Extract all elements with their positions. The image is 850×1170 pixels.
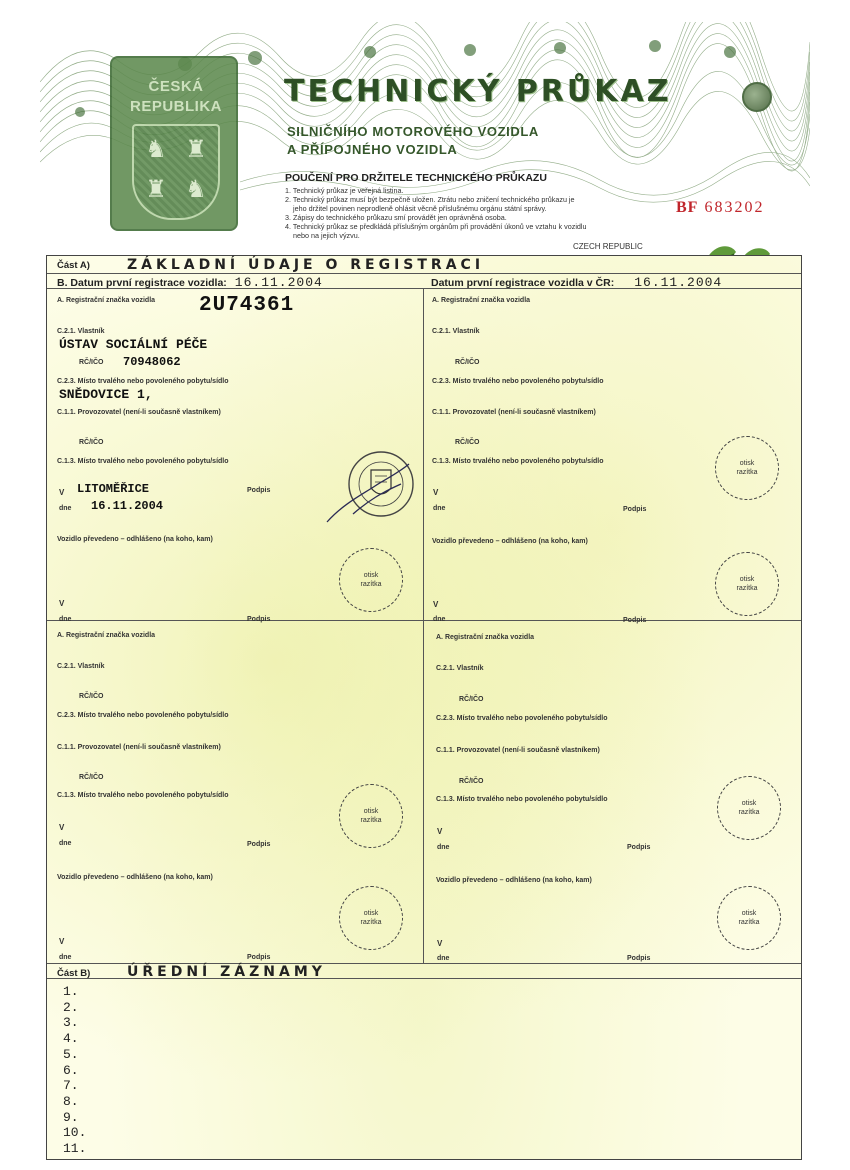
list-item: 5. (63, 1046, 79, 1062)
instruction-item: 3. Zápisy do technického průkazu smí provádět jen oprávněná osoba. (285, 213, 507, 222)
owner-residence-label: C.2.3. Místo trvalého nebo povoleného pobytu/sídlo (436, 715, 608, 722)
date-label: dne (59, 505, 72, 512)
divider (47, 288, 801, 289)
stamp-placeholder (339, 784, 403, 848)
operator-residence-label: C.1.3. Místo trvalého nebo povoleného pobytu/sídlo (432, 458, 604, 465)
owner-residence-label: C.2.3. Místo trvalého nebo povoleného pobytu/sídlo (57, 712, 229, 719)
owner-name: ÚSTAV SOCIÁLNÍ PÉČE (59, 337, 208, 352)
operator-label: C.1.1. Provozovatel (není-li současně vlastníkem) (432, 409, 596, 416)
instruction-item: nebo na jejich výzvu. (293, 231, 360, 240)
stamp-text-1: otisk (739, 460, 755, 467)
divider (47, 273, 801, 274)
first-registration-cz-label: Datum první registrace vozidla v ČR: (431, 277, 615, 289)
owner-residence-label: C.2.3. Místo trvalého nebo povoleného pobytu/sídlo (57, 378, 229, 385)
owner-rcico: 70948062 (123, 355, 181, 369)
operator-rcico-label: RČ/IČO (459, 778, 484, 785)
dne-label: dne (59, 840, 72, 847)
podpis-label: Podpis (247, 954, 271, 961)
owner-label: C.2.1. Vlastník (57, 328, 105, 335)
list-item: 4. (63, 1031, 79, 1047)
podpis-label: Podpis (247, 841, 271, 848)
plate-label: A. Registrační značka vozidla (436, 634, 535, 641)
owner-residence-label: C.2.3. Místo trvalého nebo povoleného pobytu/sídlo (432, 378, 604, 385)
instruction-item: 1. Technický průkaz je veřejná listina. (285, 186, 404, 195)
column-divider (423, 288, 424, 963)
owner-address: SNĚDOVICE 1, (59, 387, 153, 402)
owner-label: C.2.1. Vlastník (436, 665, 484, 672)
first-registration-label: B. Datum první registrace vozidla: (57, 277, 227, 289)
list-item: 2. (63, 999, 79, 1015)
v-label: V (59, 599, 65, 608)
stamp-text-1: otisk (739, 576, 755, 583)
stamp-text-2: razítka (738, 809, 760, 816)
v-label: V (433, 600, 439, 609)
v-label: V (437, 939, 443, 948)
country-label: CZECH REPUBLIC (573, 242, 643, 251)
document-subtitle-1: SILNIČNÍHO MOTOROVÉHO VOZIDLA (287, 124, 539, 139)
stamp-text-2: razítka (736, 469, 758, 476)
instruction-item: 4. Technický průkaz se předkládá příslušným orgánům při provádění úkonů ve vztahu k vozidlu (285, 222, 587, 231)
stamp-text-2: razítka (360, 581, 382, 588)
owner-rcico-label: RČ/IČO (79, 693, 104, 700)
podpis-label: Podpis (247, 616, 271, 623)
part-b-title: ÚŘEDNÍ ZÁZNAMY (127, 964, 326, 980)
podpis-label: Podpis (623, 506, 647, 513)
podpis-label: Podpis (627, 955, 651, 962)
instructions-list (285, 186, 645, 240)
stamp-text-2: razítka (360, 817, 382, 824)
podpis-label: Podpis (627, 844, 651, 851)
v-label: V (59, 823, 65, 832)
stamp-placeholder (339, 548, 403, 612)
owner-rcico-label: RČ/IČO (79, 359, 104, 366)
operator-residence-label: C.1.3. Místo trvalého nebo povoleného pobytu/sídlo (436, 796, 608, 803)
stamp-text-1: otisk (363, 808, 379, 815)
owner-label: C.2.1. Vlastník (432, 328, 480, 335)
podpis-label: Podpis (623, 617, 647, 624)
official-stamp-icon (323, 434, 419, 532)
emblem-country-line2: REPUBLIKA (129, 98, 222, 115)
coat-of-arms-icon: ♞ ♜ ♜ ♞ (132, 124, 220, 220)
document-subtitle-2: A PŘÍPOJNÉHO VOZIDLA (287, 142, 458, 157)
serial-number (676, 199, 764, 217)
operator-rcico-label: RČ/IČO (79, 774, 104, 781)
dne-label: dne (433, 616, 446, 623)
stamp-placeholder (717, 776, 781, 840)
v-label: V (437, 827, 443, 836)
plate-label: A. Registrační značka vozidla (432, 297, 531, 304)
dne-label: dne (433, 505, 446, 512)
transferred-label: Vozidlo převedeno – odhlášeno (na koho, kam) (432, 538, 588, 545)
transferred-label: Vozidlo převedeno – odhlášeno (na koho, kam) (436, 877, 592, 884)
serial-digits: 683202 (704, 199, 765, 216)
emblem-country-line1: ČESKÁ (148, 78, 204, 95)
stamp-text-2: razítka (360, 919, 382, 926)
stamp-placeholder (715, 436, 779, 500)
stamp-text-2: razítka (736, 585, 758, 592)
registration-form (46, 255, 802, 1160)
first-registration-cz-date: 16.11.2004 (634, 275, 723, 290)
operator-residence-label: C.1.3. Místo trvalého nebo povoleného pobytu/sídlo (57, 792, 229, 799)
stamp-text-1: otisk (363, 910, 379, 917)
v-label: V (59, 937, 65, 946)
city-label: V (59, 488, 65, 497)
signature-label: Podpis (247, 487, 271, 494)
stamp-text-1: otisk (741, 800, 757, 807)
operator-label: C.1.1. Provozovatel (není-li současně vlastníkem) (57, 744, 221, 751)
divider (47, 620, 801, 621)
dne-label: dne (437, 955, 450, 962)
stamp-placeholder (339, 886, 403, 950)
operator-rcico-label: RČ/IČO (79, 439, 104, 446)
document-title: TECHNICKÝ PRŮKAZ (284, 74, 672, 109)
operator-label: C.1.1. Provozovatel (není-li současně vlastníkem) (436, 747, 600, 754)
list-item: 11. (63, 1141, 87, 1157)
operator-residence-label: C.1.3. Místo trvalého nebo povoleného pobytu/sídlo (57, 458, 229, 465)
official-records-list (63, 984, 86, 1157)
list-item: 10. (63, 1125, 87, 1141)
operator-rcico-label: RČ/IČO (455, 439, 480, 446)
first-registration-date: 16.11.2004 (234, 275, 323, 290)
owner-rcico-label: RČ/IČO (459, 696, 484, 703)
instruction-item: 2. Technický průkaz musí být bezpečně uložen. Ztrátu nebo zničení technického průkazu je (285, 195, 575, 204)
owner-label: C.2.1. Vlastník (57, 663, 105, 670)
operator-label: C.1.1. Provozovatel (není-li současně vlastníkem) (57, 409, 221, 416)
part-a-label: Část A) (57, 260, 90, 271)
dne-label: dne (59, 954, 72, 961)
part-b-label: Část B) (57, 968, 91, 979)
owner-rcico-label: RČ/IČO (455, 359, 480, 366)
transferred-label: Vozidlo převedeno – odhlášeno (na koho, kam) (57, 536, 213, 543)
list-item: 7. (63, 1078, 79, 1094)
list-item: 9. (63, 1109, 79, 1125)
instructions-heading: POUČENÍ PRO DRŽITELE TECHNICKÉHO PRŮKAZU (285, 172, 547, 184)
city: LITOMĚŘICE (77, 482, 150, 496)
transferred-label: Vozidlo převedeno – odhlášeno (na koho, kam) (57, 874, 213, 881)
stamp-text-1: otisk (363, 572, 379, 579)
serial-prefix: BF (676, 199, 699, 216)
list-item: 1. (63, 984, 79, 999)
registration-plate: 2U74361 (199, 294, 295, 317)
instruction-item: jeho držitel povinen neprodleně ohlásit věcně příslušnému orgánu státní správy. (293, 204, 547, 213)
dne-label: dne (437, 844, 450, 851)
list-item: 3. (63, 1015, 79, 1031)
plate-label: A. Registrační značka vozidla (57, 297, 156, 304)
stamp-placeholder (715, 552, 779, 616)
state-emblem (110, 56, 238, 231)
plate-label: A. Registrační značka vozidla (57, 632, 156, 639)
list-item: 6. (63, 1062, 79, 1078)
date: 16.11.2004 (91, 499, 164, 513)
stamp-text-2: razítka (738, 919, 760, 926)
stamp-text-1: otisk (741, 910, 757, 917)
hologram-icon (742, 82, 772, 112)
dne-label: dne (59, 616, 72, 623)
v-label: V (433, 488, 439, 497)
stamp-placeholder (717, 886, 781, 950)
list-item: 8. (63, 1093, 79, 1109)
part-a-title: ZÁKLADNÍ ÚDAJE O REGISTRACI (127, 257, 485, 273)
